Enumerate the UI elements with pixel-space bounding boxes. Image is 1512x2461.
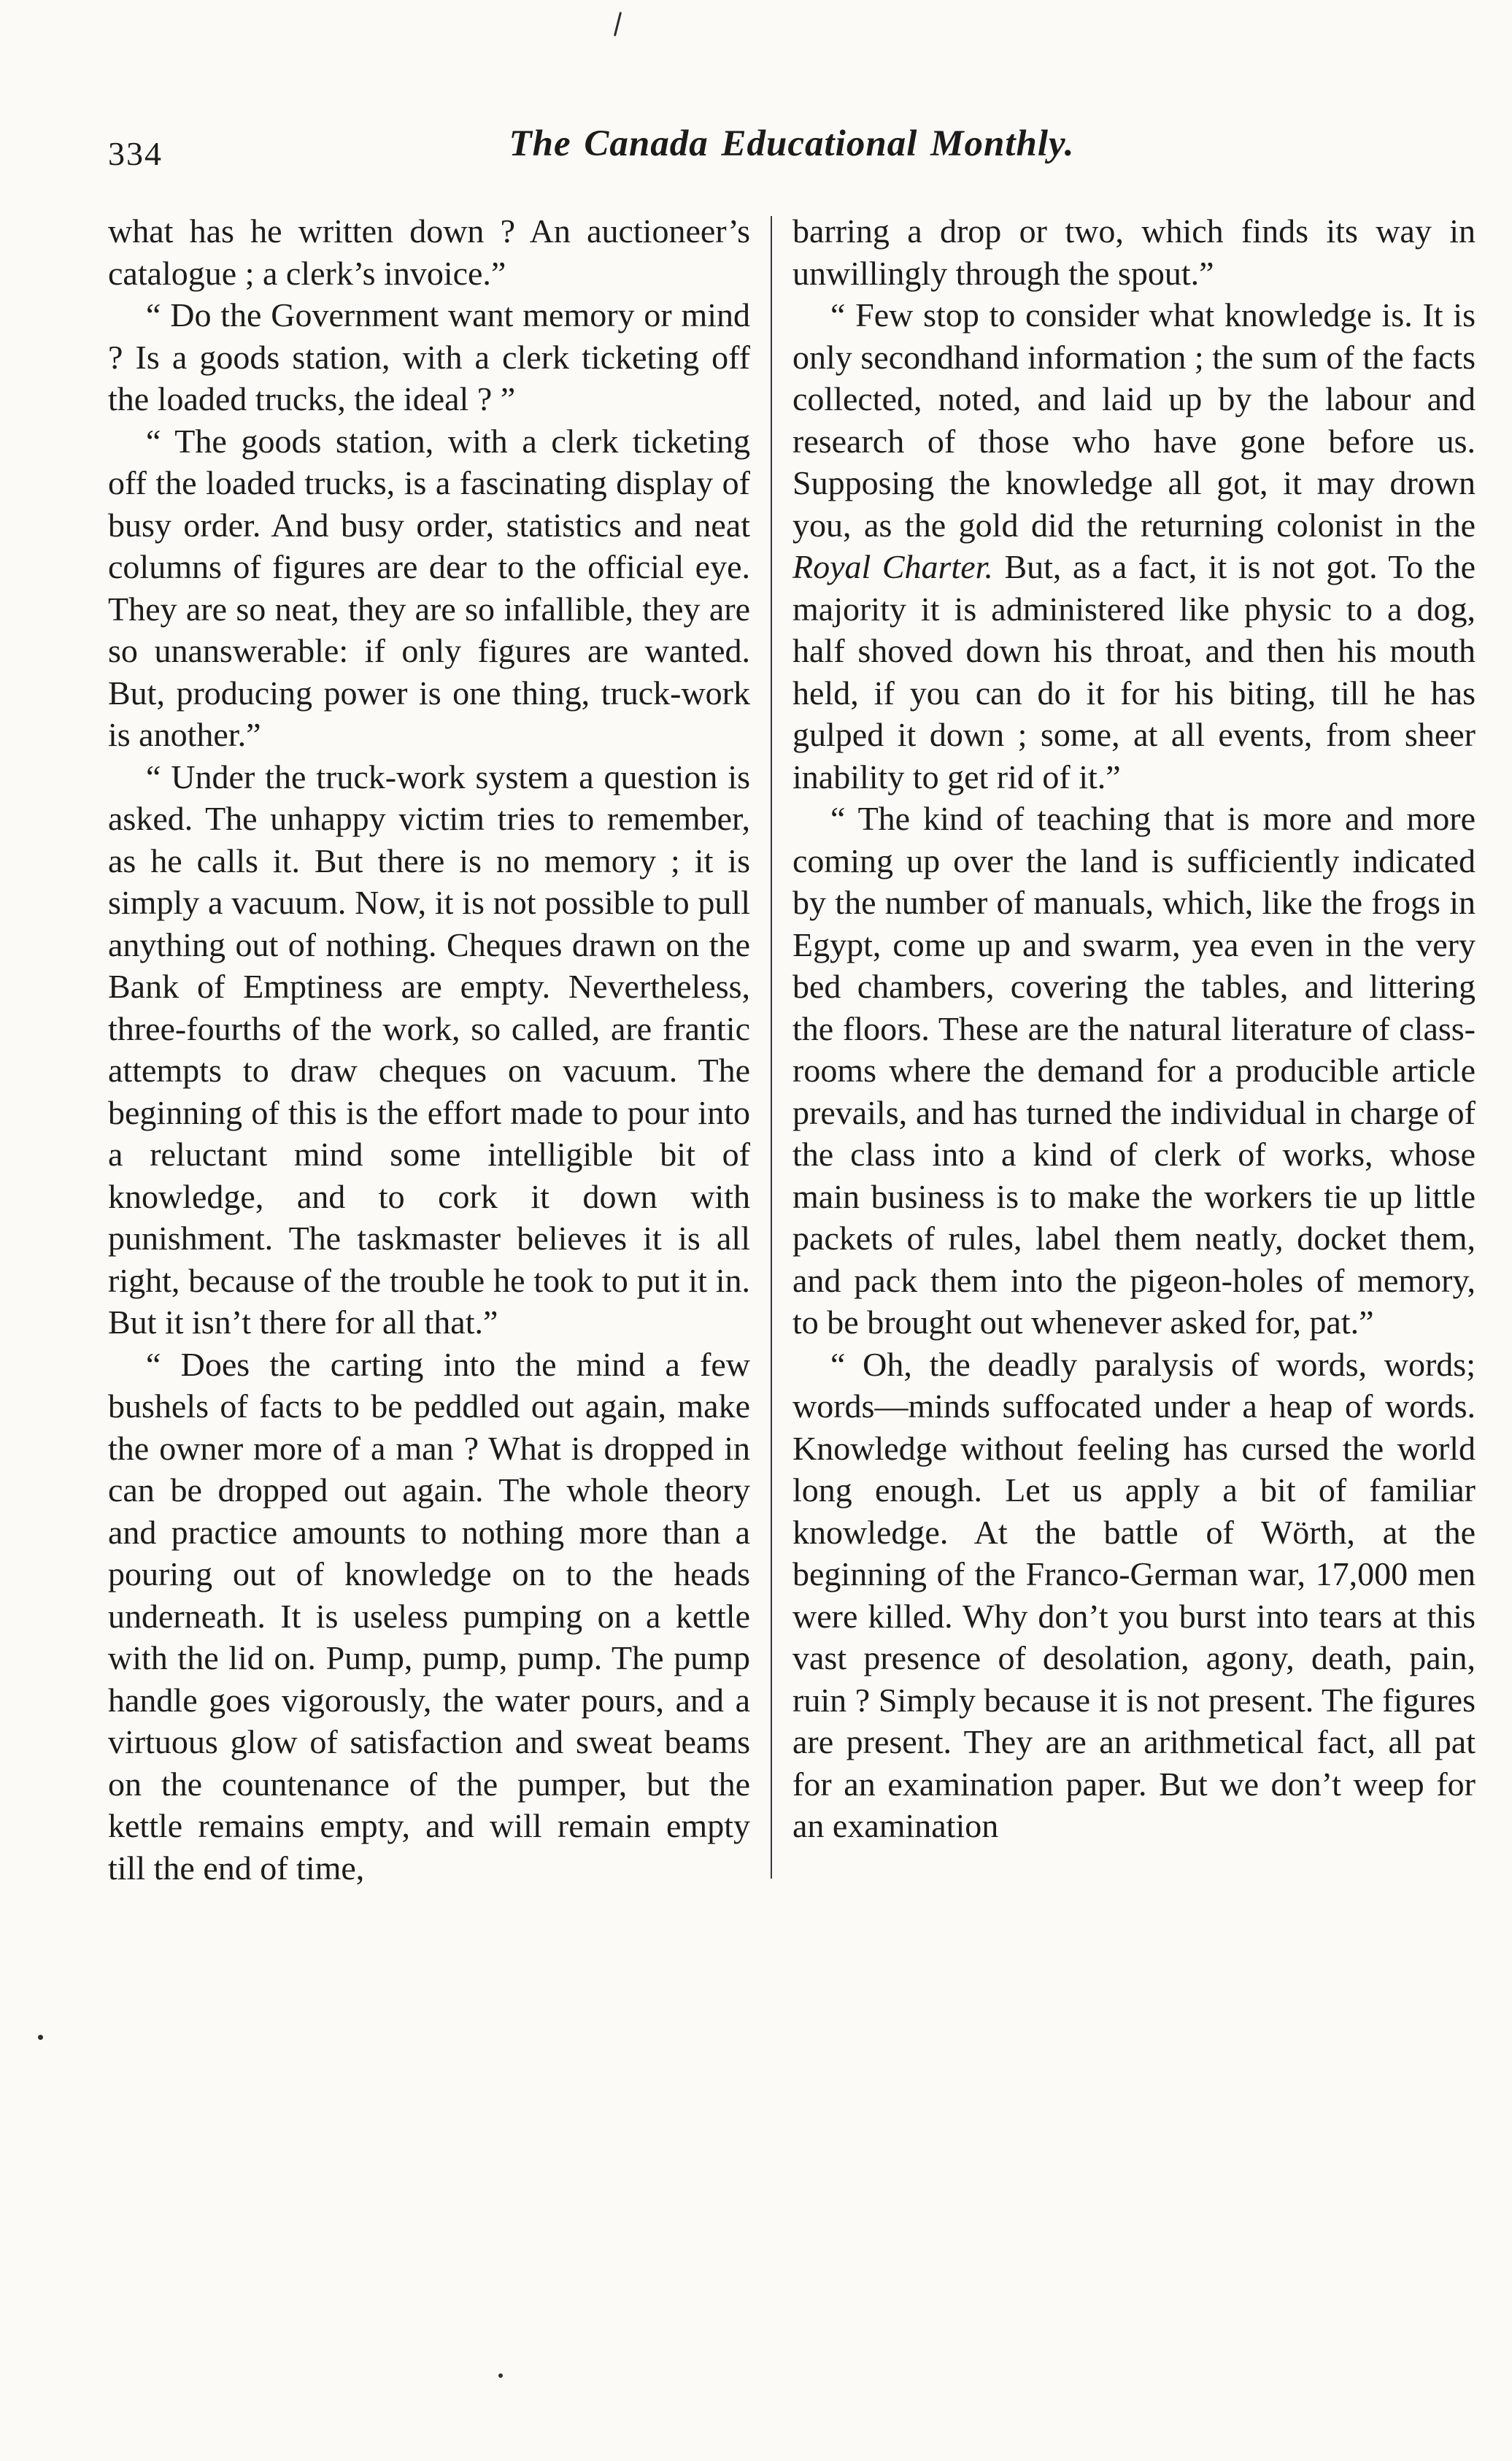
body-text: But, as a fact, it is not got. To the majority it is administered like physic to a dog, half shoved down his throat, and then his mouth held, if you can do it for his biting, till he has gulped it down ; some, at all events, from sheer inability to get rid of it.” <box>792 548 1476 796</box>
page-header <box>108 123 1476 180</box>
body-text: barring a drop or two, which finds its way in unwillingly through the spout.” <box>792 212 1476 292</box>
paragraph <box>108 756 750 1344</box>
paragraph <box>792 294 1476 798</box>
paragraph <box>792 1344 1476 1847</box>
body-text: “ Do the Government want memory or mind ? Is a goods station, with a clerk ticketing off the loaded trucks, the ideal ? ” <box>108 296 750 417</box>
left-column <box>108 210 750 1889</box>
italic-text: Royal Charter. <box>792 548 993 585</box>
page-title: The Canada Educational Monthly. <box>509 123 1075 164</box>
scan-artifact-icon <box>614 12 622 36</box>
paragraph <box>108 294 750 420</box>
body-text: “ Few stop to consider what knowledge is. It is only secondhand information ; the sum of the facts collected, noted, and laid up by the labour and research of those who have gone before us. Supposing the knowledge all got, it may drown you, as the gold did the returning colonist in the <box>792 296 1476 544</box>
text-columns <box>108 210 1476 1889</box>
paragraph <box>108 1344 750 1890</box>
paragraph <box>792 798 1476 1344</box>
body-text: “ Does the carting into the mind a few bushels of facts to be peddled out again, make the owner more of a man ? What is dropped in can be dropped out again. The whole theory and practice amounts to nothing more than a pouring out of knowledge on to the heads underneath. It is useless pumping on a kettle with the lid on. Pump, pump, pump. The pump handle goes vigorously, the water pours, and a virtuous glow of satisfaction and sweat beams on the countenance of the pumper, but the kettle remains empty, and will remain empty till the end of time, <box>108 1345 750 1887</box>
paragraph <box>108 210 750 294</box>
paragraph <box>792 210 1476 294</box>
body-text: “ The goods station, with a clerk ticketing off the loaded trucks, is a fascinating display of busy order. And busy order, statistics and neat columns of figures are dear to the official eye. They are so neat, they are so infallible, they are so unanswerable: if only figures are wanted. But, producing power is one thing, truck-work is another.” <box>108 422 750 753</box>
body-text: “ Under the truck-work system a question is asked. The unhappy victim tries to remember, as he calls it. But there is no memory ; it is simply a vacuum. Now, it is not possible to pull anything out of nothing. Cheques drawn on the Bank of Emptiness are empty. Nevertheless, three-fourths of the work, so called, are frantic attempts to draw cheques on vacuum. The beginning of this is the effort made to pour into a reluctant mind some intelligible bit of knowledge, and to cork it down with punishment. The taskmaster believes it is all right, because of the trouble he took to put it in. But it isn’t there for all that.” <box>108 758 750 1341</box>
scan-artifact-icon <box>498 2373 503 2378</box>
body-text: “ Oh, the deadly paralysis of words, words; words—minds suffocated under a heap of words. Knowledge without feeling has cursed the world long enough. Let us apply a bit of familiar knowledge. At the battle of Wörth, at the beginning of the Franco-German war, 17,000 men were killed. Why don’t you burst into tears at this vast presence of desolation, agony, death, pain, ruin ? Simply because it is not present. The figures are present. They are an arithmetical fact, all pat for an examination paper. But we don’t weep for an examination <box>792 1345 1476 1844</box>
right-column <box>792 210 1476 1889</box>
page-number: 334 <box>108 135 163 172</box>
document-page <box>108 123 1476 1889</box>
scan-artifact-icon <box>38 2035 43 2040</box>
body-text: what has he written down ? An auctioneer’s catalogue ; a clerk’s invoice.” <box>108 212 750 292</box>
paragraph <box>108 420 750 756</box>
body-text: “ The kind of teaching that is more and more coming up over the land is sufficiently indicated by the number of manuals, which, like the frogs in Egypt, come up and swarm, yea even in the very bed chambers, covering the tables, and littering the floors. These are the natural literature of class-rooms where the demand for a producible article prevails, and has turned the individual in charge of the class into a kind of clerk of works, whose main business is to make the workers tie up little packets of rules, label them neatly, docket them, and pack them into the pigeon-holes of memory, to be brought out whenever asked for, pat.” <box>792 800 1476 1341</box>
column-divider <box>771 216 772 1879</box>
